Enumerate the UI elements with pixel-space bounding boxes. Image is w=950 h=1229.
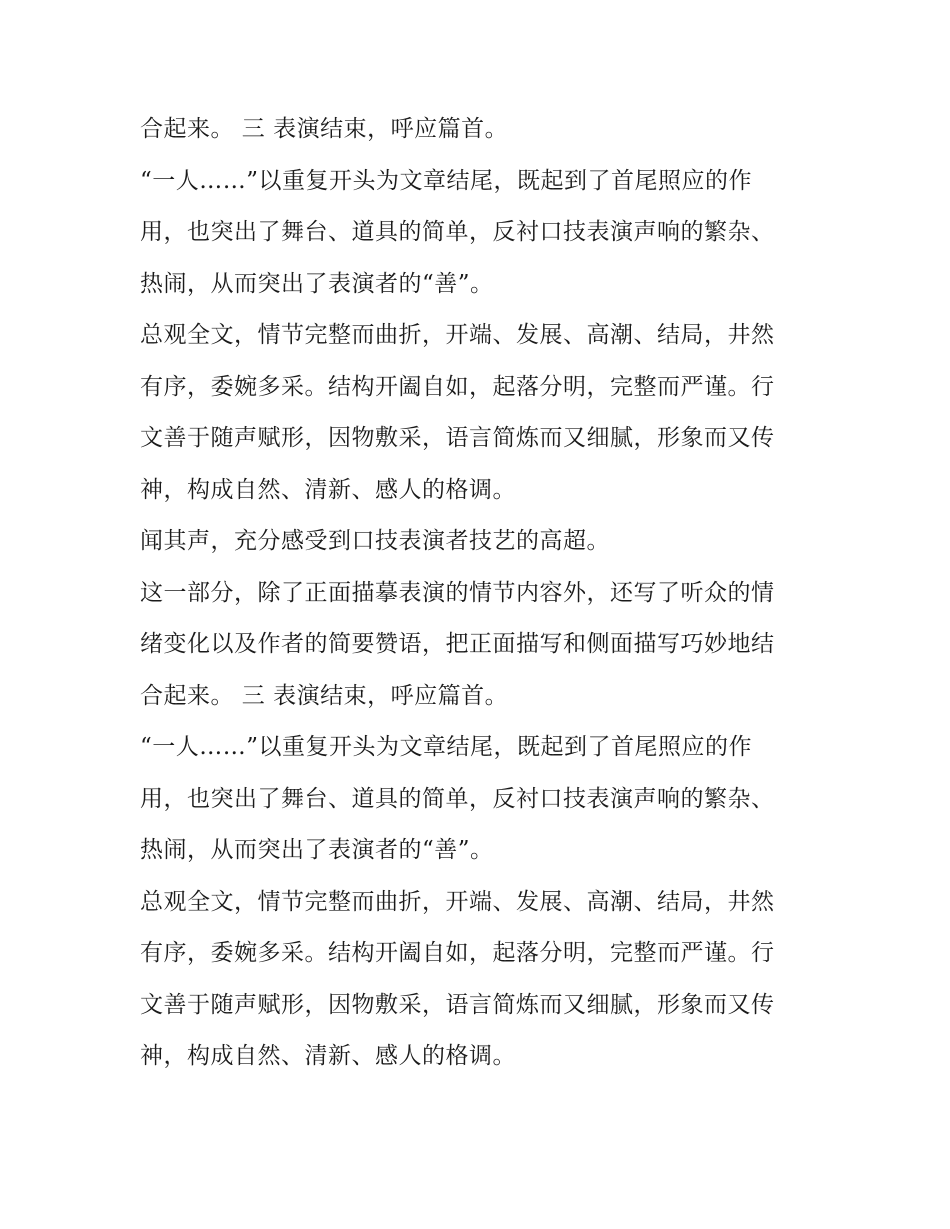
- text-line: “一人……”以重复开头为文章结尾，既起到了首尾照应的作: [140, 167, 753, 194]
- text-line: 有序，委婉多采。结构开阖自如，起落分明，完整而严谨。行: [140, 940, 775, 966]
- text-line: 总观全文，情节完整而曲折，开端、发展、高潮、结局，井然: [140, 888, 775, 915]
- text-line: 热闹，从而突出了表演者的“善”。: [140, 837, 494, 863]
- text-line: 合起来。 三 表演结束，呼应篇首。: [140, 116, 509, 142]
- text-line: 文善于随声赋形，因物敷采，语言简炼而又细腻，形象而又传: [140, 991, 775, 1018]
- text-line: 用，也突出了舞台、道具的简单，反衬口技表演声响的繁杂、: [140, 219, 775, 245]
- text-line: 热闹，从而突出了表演者的“善”。: [140, 270, 494, 297]
- text-line: “一人……”以重复开头为文章结尾，既起到了首尾照应的作: [140, 734, 753, 760]
- text-line: 绪变化以及作者的简要赞语，把正面描写和侧面描写巧妙地结: [140, 631, 775, 657]
- text-line: 神，构成自然、清新、感人的格调。: [140, 476, 516, 503]
- text-line: 有序，委婉多采。结构开阖自如，起落分明，完整而严谨。行: [140, 373, 775, 400]
- text-line: 这一部分，除了正面描摹表演的情节内容外，还写了听众的情: [140, 579, 775, 606]
- text-line: 总观全文，情节完整而曲折，开端、发展、高潮、结局，井然: [140, 322, 775, 348]
- text-line: 神，构成自然、清新、感人的格调。: [140, 1043, 516, 1069]
- text-line: 闻其声，充分感受到口技表演者技艺的高超。: [140, 528, 610, 554]
- text-line: 合起来。 三 表演结束，呼应篇首。: [140, 682, 509, 709]
- text-line: 文善于随声赋形，因物敷采，语言简炼而又细腻，形象而又传: [140, 425, 775, 451]
- text-line: 用，也突出了舞台、道具的简单，反衬口技表演声响的繁杂、: [140, 785, 775, 812]
- document-body: [140, 104, 820, 1083]
